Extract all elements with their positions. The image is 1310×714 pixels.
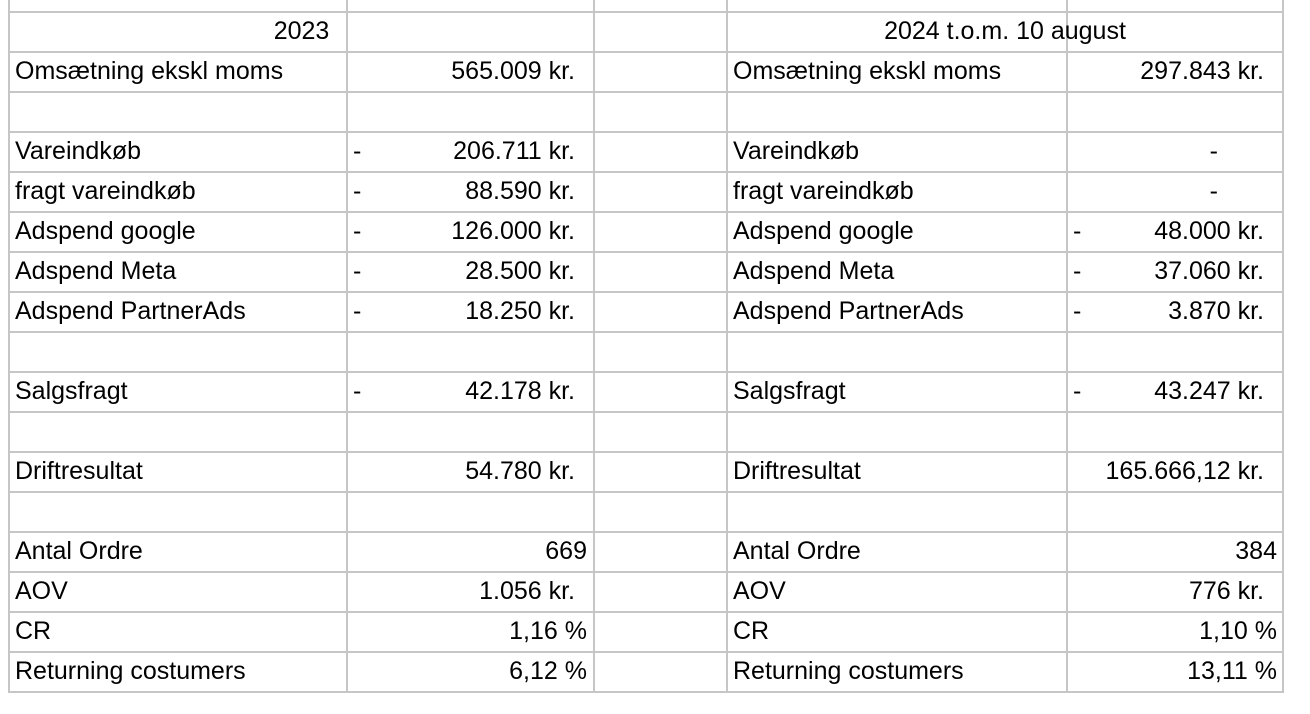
value-cell[interactable] [1068,92,1264,130]
sign-cell[interactable]: - [353,297,362,325]
grid-line [593,291,728,293]
row-label[interactable]: Adspend PartnerAds [733,297,964,325]
value-cell[interactable] [348,412,575,450]
grid-line [593,91,728,93]
value-cell[interactable] [1068,412,1264,450]
row-label[interactable]: Salgsfragt [15,377,128,405]
row-label[interactable] [10,332,346,370]
grid-line [593,11,728,13]
row-label[interactable]: Returning costumers [15,657,246,685]
row-label[interactable]: Vareindkøb [733,137,859,165]
row-label[interactable]: Omsætning ekskl moms [733,57,1002,85]
grid-line [8,691,595,693]
row-label[interactable]: fragt vareindkøb [733,177,914,205]
sign-cell[interactable]: - [353,377,362,405]
value-cell[interactable]: 42.178 kr. [465,377,575,405]
value-cell[interactable] [348,92,575,130]
row-label[interactable]: Adspend google [733,217,914,245]
row-label[interactable] [10,412,346,450]
grid-line [593,331,728,333]
row-label[interactable]: Driftresultat [15,457,143,485]
sign-cell[interactable]: - [353,217,362,245]
grid-line [593,0,595,691]
header-2024[interactable]: 2024 t.o.m. 10 august [884,17,1126,45]
row-label[interactable]: Salgsfragt [733,377,846,405]
value-cell[interactable] [348,492,575,530]
value-cell[interactable]: 3.870 kr. [1168,297,1264,325]
row-label[interactable]: CR [15,617,52,645]
row-label[interactable]: Antal Ordre [733,537,861,565]
grid-line [593,51,728,53]
sign-cell[interactable]: - [353,177,362,205]
grid-line [593,691,728,693]
sign-cell[interactable]: - [353,137,362,165]
row-label[interactable]: AOV [733,577,786,605]
value-cell[interactable]: 165.666,12 kr. [1105,457,1264,485]
value-cell[interactable]: 13,11 % [1187,657,1277,685]
value-cell[interactable] [348,332,575,370]
row-label[interactable] [728,492,1066,530]
row-label[interactable]: fragt vareindkøb [15,177,196,205]
value-cell[interactable]: 297.843 kr. [1140,57,1264,85]
sign-cell[interactable]: - [353,257,362,285]
row-label[interactable]: Adspend google [15,217,196,245]
row-label[interactable]: Vareindkøb [15,137,141,165]
grid-line [593,131,728,133]
value-cell[interactable]: 669 [545,537,587,565]
value-cell[interactable]: 6,12 % [509,657,587,685]
grid-line [726,691,1284,693]
row-label[interactable]: Adspend Meta [733,257,895,285]
value-cell[interactable] [1068,492,1264,530]
row-label[interactable]: AOV [15,577,68,605]
header-2023[interactable]: 2023 [273,17,330,45]
row-label[interactable] [10,92,346,130]
value-cell[interactable]: 565.009 kr. [451,57,575,85]
value-cell[interactable]: 37.060 kr. [1154,257,1264,285]
value-cell[interactable]: 88.590 kr. [465,177,575,205]
value-cell[interactable]: 1,10 % [1199,617,1277,645]
grid-line [1282,0,1284,691]
value-cell[interactable]: 1,16 % [509,617,587,645]
value-cell[interactable]: 54.780 kr. [465,457,575,485]
grid-line [593,571,728,573]
sign-cell[interactable]: - [1073,377,1082,405]
row-label[interactable]: Driftresultat [733,457,861,485]
row-label[interactable]: Adspend PartnerAds [15,297,246,325]
value-cell[interactable]: - [1209,177,1218,205]
row-label[interactable]: Adspend Meta [15,257,177,285]
grid-line [593,211,728,213]
grid-line [593,451,728,453]
row-label[interactable]: CR [733,617,770,645]
grid-line [593,491,728,493]
value-cell[interactable]: 43.247 kr. [1154,377,1264,405]
grid-line [593,531,728,533]
row-label[interactable]: Returning costumers [733,657,964,685]
row-label[interactable] [728,332,1066,370]
sign-cell[interactable]: - [1073,217,1082,245]
value-cell[interactable]: 776 kr. [1188,577,1264,605]
grid-line [593,651,728,653]
row-label[interactable] [728,92,1066,130]
grid-line [593,251,728,253]
value-cell[interactable]: 1.056 kr. [479,577,575,605]
grid-line [593,371,728,373]
row-label[interactable] [10,492,346,530]
row-label[interactable] [728,412,1066,450]
row-label[interactable]: Antal Ordre [15,537,143,565]
sign-cell[interactable]: - [1073,257,1082,285]
value-cell[interactable]: 126.000 kr. [451,217,575,245]
grid-line [593,611,728,613]
value-cell[interactable]: 48.000 kr. [1154,217,1264,245]
grid-line [593,411,728,413]
value-cell[interactable]: 28.500 kr. [465,257,575,285]
value-cell[interactable]: 18.250 kr. [465,297,575,325]
sign-cell[interactable]: - [1073,297,1082,325]
row-label[interactable]: Omsætning ekskl moms [15,57,284,85]
value-cell[interactable]: 206.711 kr. [453,137,575,165]
grid-line [593,171,728,173]
value-cell[interactable] [1068,332,1264,370]
value-cell[interactable]: - [1209,137,1218,165]
value-cell[interactable]: 384 [1235,537,1277,565]
